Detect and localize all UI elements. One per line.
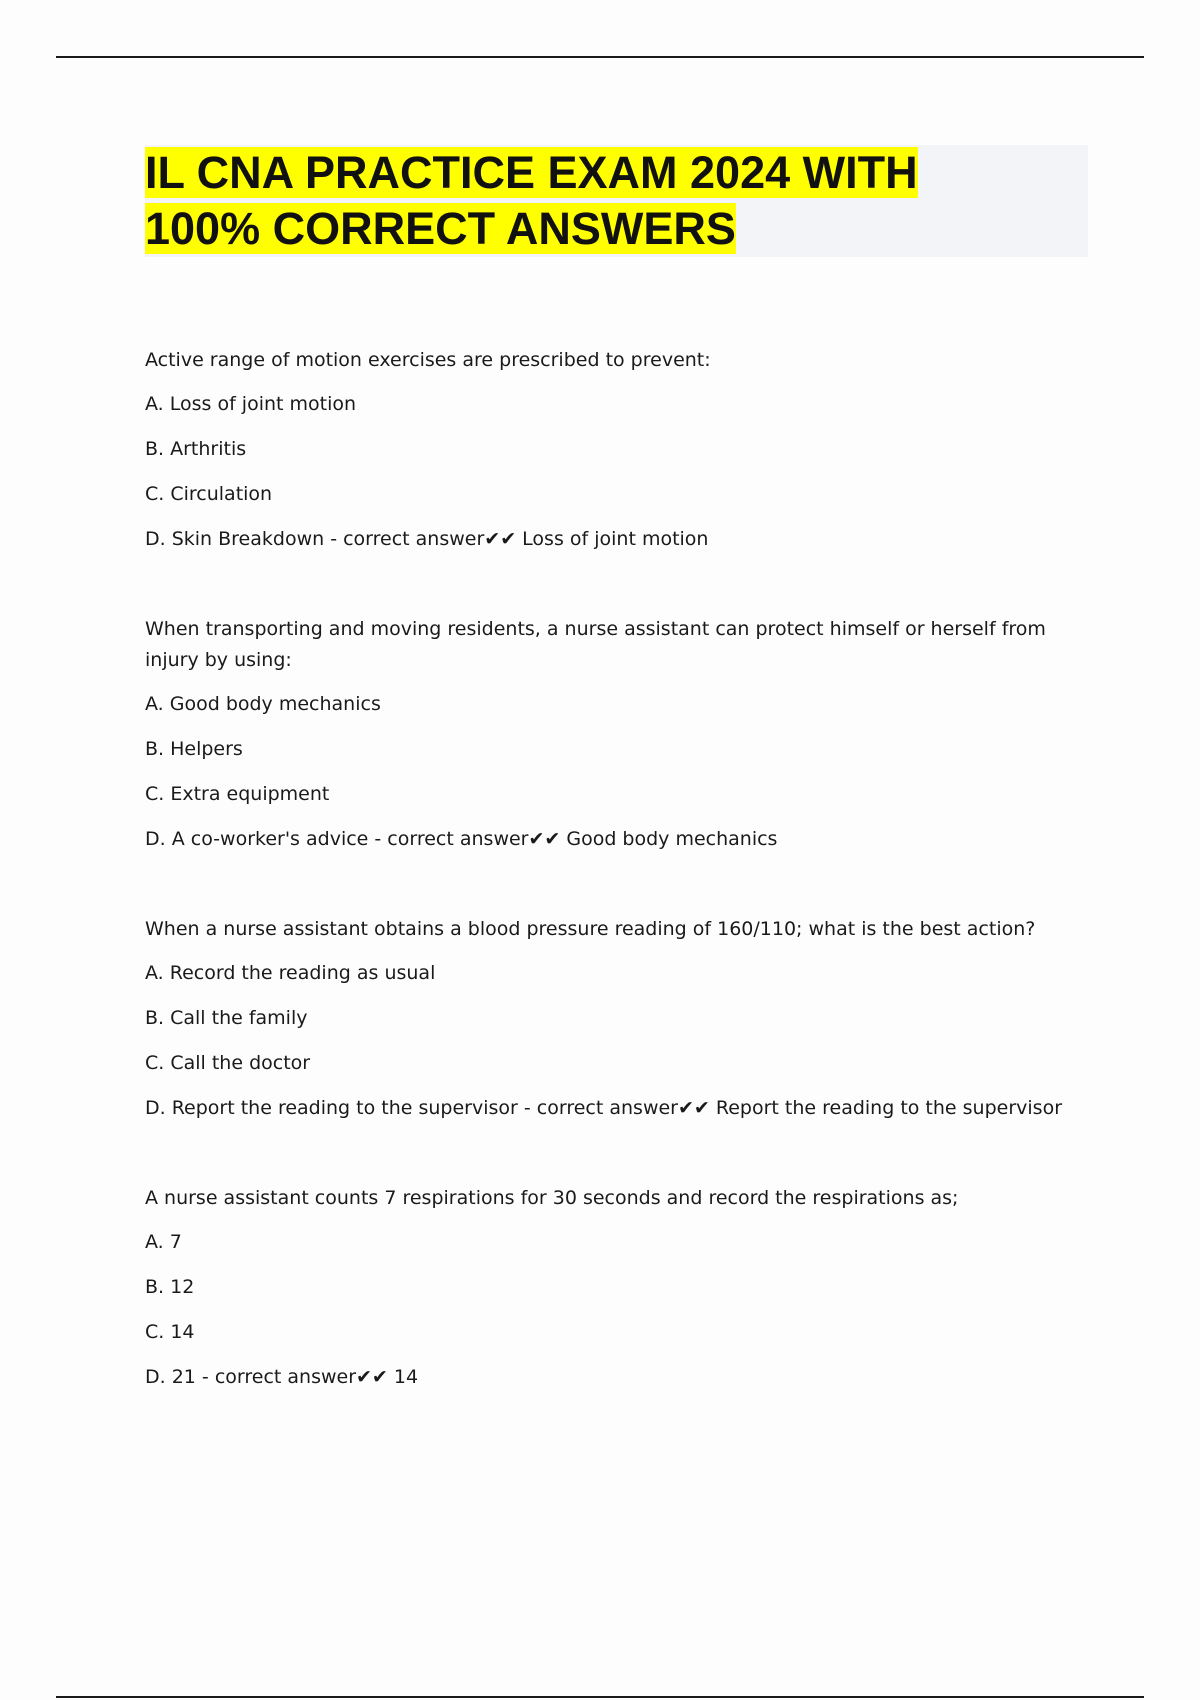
question-text: When a nurse assistant obtains a blood pressure reading of 160/110; what is the best action? [145,918,1036,940]
option-b: B. Arthritis [145,438,247,460]
option-d-with-answer: D. Skin Breakdown - correct answer✔✔ Loss of joint motion [145,528,709,550]
title-block [145,145,1088,257]
option-a: A. Record the reading as usual [145,962,436,984]
question-text: A nurse assistant counts 7 respirations for 30 seconds and record the respirations as; [145,1187,959,1209]
bottom-rule [56,1696,1144,1698]
option-d-with-answer: D. Report the reading to the supervisor - correct answer✔✔ Report the reading to the supervisor [145,1097,1063,1119]
option-a: A. Good body mechanics [145,693,381,715]
option-d-with-answer: D. 21 - correct answer✔✔ 14 [145,1366,419,1388]
top-rule [56,56,1144,58]
option-b: B. Call the family [145,1007,308,1029]
question-text: Active range of motion exercises are prescribed to prevent: [145,349,711,371]
option-a: A. 7 [145,1231,182,1253]
page-title-line-2: 100% CORRECT ANSWERS [145,203,736,254]
option-c: C. Call the doctor [145,1052,311,1074]
option-c: C. 14 [145,1321,195,1343]
option-b: B. 12 [145,1276,195,1298]
page-title [145,145,1088,257]
question-4 [145,1183,1095,1393]
question-3 [145,914,1095,1124]
option-d-with-answer: D. A co-worker's advice - correct answer✔✔ Good body mechanics [145,828,778,850]
question-2 [145,614,1095,855]
option-c: C. Extra equipment [145,783,330,805]
question-text: When transporting and moving residents, a nurse assistant can protect himself or herself from injury by using: [145,618,1046,671]
option-c: C. Circulation [145,483,273,505]
question-1 [145,345,1095,555]
option-b: B. Helpers [145,738,243,760]
question-list [145,345,1095,1413]
page-title-line-1: IL CNA PRACTICE EXAM 2024 WITH [145,147,918,198]
option-a: A. Loss of joint motion [145,393,357,415]
